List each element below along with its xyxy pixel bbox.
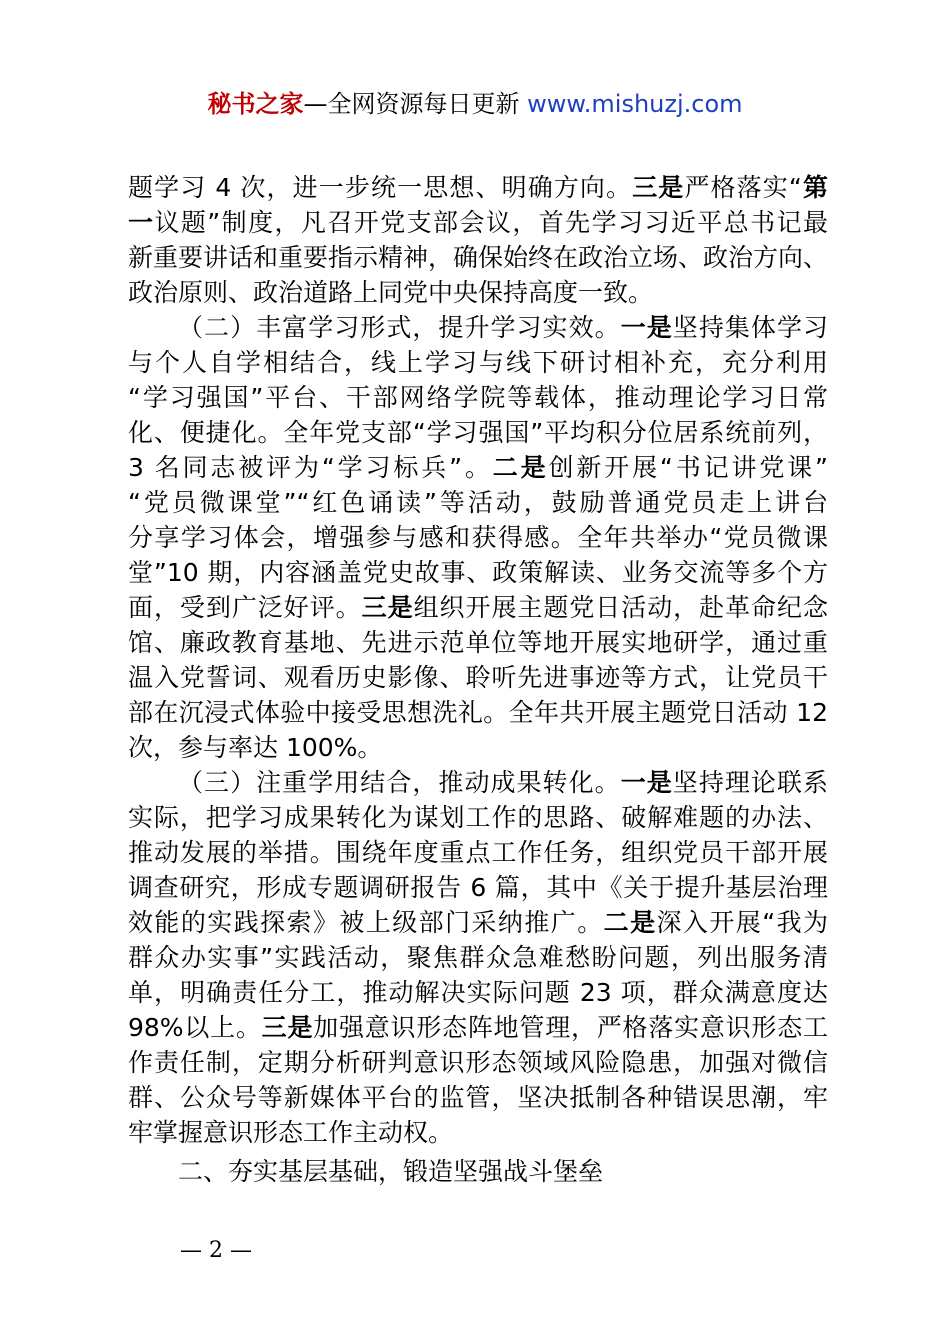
text-run: 单，明确责任分工，推动解决实际问题 23 项，群众满意度达	[128, 978, 828, 1007]
text-run: 馆、廉政教育基地、先进示范单位等地开展实地研学，通过重	[128, 628, 828, 657]
site-brand: 秘书之家	[207, 90, 304, 118]
site-header	[0, 88, 950, 120]
text-line	[128, 205, 828, 240]
text-run: 分享学习体会，增强参与感和获得感。全年共举办“党员微课	[128, 523, 828, 552]
text-line	[128, 450, 828, 485]
text-line	[128, 835, 828, 870]
text-line	[128, 520, 828, 555]
text-line	[128, 940, 828, 975]
text-line	[128, 800, 828, 835]
text-run: 化、便捷化。全年党支部“学习强国”平均积分位居系统前列，	[128, 418, 828, 447]
text-run: 组织开展主题党日活动，赴革命纪念	[413, 593, 828, 622]
text-run: 实际，把学习成果转化为谋划工作的思路、破解难题的办法、	[128, 803, 828, 832]
text-run: 坚持理论联系	[672, 768, 828, 797]
text-run: 牢掌握意识形态工作主动权。	[128, 1118, 454, 1147]
site-tagline: —全网资源每日更新	[303, 90, 520, 118]
text-line	[128, 660, 828, 695]
emphasis-text: 一是	[620, 768, 673, 797]
emphasis-text: 二是	[492, 453, 549, 482]
text-line	[128, 1045, 828, 1080]
text-line	[128, 275, 828, 310]
text-run: 温入党誓词、观看历史影像、聆听先进事迹等方式，让党员干	[128, 663, 828, 692]
text-run: 次，参与率达 100%。	[128, 733, 383, 762]
emphasis-text: 一	[128, 208, 155, 237]
text-run: 堂”10 期，内容涵盖党史故事、政策解读、业务交流等多个方	[128, 558, 828, 587]
text-run: 创新开展“书记讲党课”	[548, 453, 828, 482]
section-heading	[128, 1154, 828, 1189]
text-run: 题学习 4 次，进一步统一思想、明确方向。	[128, 173, 633, 202]
text-run: 与个人自学相结合，线上学习与线下研讨相补充，充分利用	[128, 348, 828, 377]
text-run: 深入开展“我为	[656, 908, 828, 937]
text-run: 议题”制度，凡召开党支部会议，首先学习习近平总书记最	[154, 208, 828, 237]
text-run: 3 名同志被评为“学习标兵”。	[128, 453, 493, 482]
text-run: “学习强国”平台、干部网络学院等载体，推动理论学习日常	[128, 383, 828, 412]
text-run: （二）丰富学习形式，提升学习实效。	[178, 313, 621, 342]
emphasis-text: 三是	[261, 1013, 314, 1042]
text-line	[128, 240, 828, 275]
text-line	[128, 415, 828, 450]
text-run: 坚持集体学习	[672, 313, 828, 342]
text-line	[128, 975, 828, 1010]
text-run: 推动发展的举措。围绕年度重点工作任务，组织党员干部开展	[128, 838, 828, 867]
text-run: 面，受到广泛好评。	[128, 593, 362, 622]
text-run: 98%以上。	[128, 1013, 262, 1042]
text-line	[128, 310, 828, 345]
text-line	[128, 765, 828, 800]
text-line	[128, 905, 828, 940]
text-line	[128, 590, 828, 625]
text-line	[128, 1115, 828, 1150]
text-line	[128, 485, 828, 520]
emphasis-text: 二是	[603, 908, 657, 937]
text-run: 效能的实践探索》被上级部门采纳推广。	[128, 908, 604, 937]
text-line	[128, 170, 828, 205]
text-run: 新重要讲话和重要指示精神，确保始终在政治立场、政治方向、	[128, 243, 829, 272]
text-run: 作责任制，定期分析研判意识形态领域风险隐患，加强对微信	[128, 1048, 828, 1077]
emphasis-text: 三是	[361, 593, 414, 622]
emphasis-text: 第	[801, 173, 828, 202]
text-run: 严格落实“	[684, 173, 802, 202]
text-line	[128, 870, 828, 905]
text-line	[128, 555, 828, 590]
text-run: 二、夯实基层基础，锻造坚强战斗堡垒	[178, 1157, 604, 1186]
text-run: （三）注重学用结合，推动成果转化。	[178, 768, 621, 797]
paragraph	[128, 310, 828, 765]
text-line	[128, 1154, 828, 1189]
emphasis-text: 三是	[632, 173, 685, 202]
text-run: 调查研究，形成专题调研报告 6 篇，其中《关于提升基层治理	[128, 873, 828, 902]
text-run: 部在沉浸式体验中接受思想洗礼。全年共开展主题党日活动 12	[128, 698, 828, 727]
text-line	[128, 625, 828, 660]
emphasis-text: 一是	[620, 313, 673, 342]
text-line	[128, 345, 828, 380]
site-url[interactable]: www.mishuzj.com	[527, 90, 743, 118]
text-run: 政治原则、政治道路上同党中央保持高度一致。	[128, 278, 654, 307]
text-run: 群众办实事”实践活动，聚焦群众急难愁盼问题，列出服务清	[128, 943, 828, 972]
text-line	[128, 1080, 828, 1115]
paragraph	[128, 765, 828, 1150]
text-run: 加强意识形态阵地管理，严格落实意识形态工	[313, 1013, 828, 1042]
page-number: — 2 —	[180, 1238, 252, 1263]
text-line	[128, 1010, 828, 1045]
text-line	[128, 730, 828, 765]
text-line	[128, 695, 828, 730]
text-run: “党员微课堂”“红色诵读”等活动，鼓励普通党员走上讲台	[128, 488, 828, 517]
paragraph	[128, 170, 828, 310]
text-line	[128, 380, 828, 415]
document-body	[128, 170, 828, 1189]
text-run: 群、公众号等新媒体平台的监管，坚决抵制各种错误思潮，牢	[128, 1083, 828, 1112]
